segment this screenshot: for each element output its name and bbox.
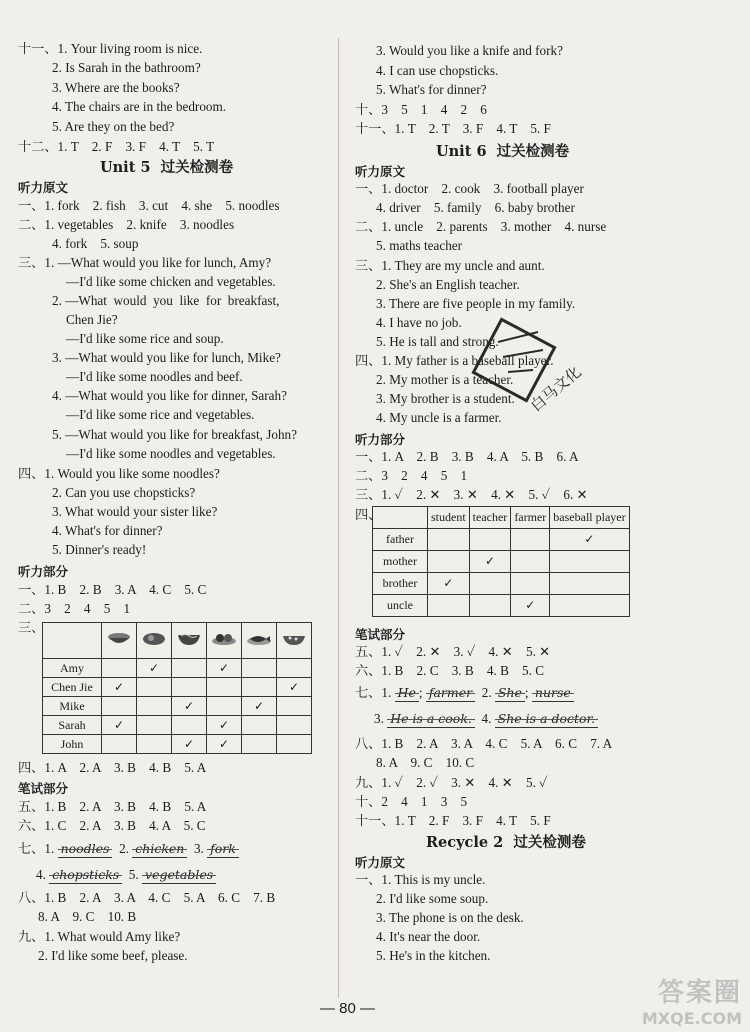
check-cell [469, 595, 511, 617]
check-cell [277, 659, 312, 678]
answer-line: —I'd like some noodles and beef. [66, 369, 243, 384]
answer-line: 4. It's near the door. [376, 929, 481, 944]
answer-line: 六、1. B 2. C 3. B 4. B 5. C [355, 663, 545, 678]
check-cell [102, 659, 137, 678]
handwriting-line: 七、1. noodles 2. chicken 3. fork [18, 840, 239, 858]
answer-line: 四、1. Would you like some noodles? [18, 466, 220, 481]
answer-line: 一、1. doctor 2. cook 3. football player [355, 181, 584, 196]
section-label: 听力部分 [355, 432, 406, 447]
answer-line: —I'd like some noodles and vegetables. [66, 446, 276, 461]
answer-line: 二、3 2 4 5 1 [18, 601, 131, 616]
handwritten-word: He [395, 684, 419, 702]
handwritten-word: chicken [132, 840, 187, 858]
answer-line: 4. fork 5. soup [52, 236, 139, 251]
check-cell [469, 573, 511, 595]
noodles-icon [176, 632, 202, 646]
check-cell [277, 735, 312, 754]
row-name: mother [373, 551, 428, 573]
handwriting-line: 4. chopsticks 5. vegetables [36, 866, 216, 884]
food-cell [242, 623, 277, 659]
answer-line: 8. A 9. C 10. C [376, 755, 475, 770]
table-row [373, 595, 630, 617]
answer-line: 5. —What would you like for breakfast, John? [52, 427, 298, 442]
check-cell [207, 678, 242, 697]
table-row [373, 573, 630, 595]
check-cell [242, 659, 277, 678]
row-name: Mike [43, 697, 102, 716]
table-row [43, 678, 312, 697]
check-cell [469, 529, 511, 551]
row-name: Amy [43, 659, 102, 678]
check-cell: ✓ [207, 659, 242, 678]
answer-line: 3. —What would you like for lunch, Mike? [52, 350, 281, 365]
svg-text:白马文化: 白马文化 [527, 362, 585, 416]
answer-line: 5. maths teacher [376, 238, 463, 253]
answer-line: 3. Would you like a knife and fork? [376, 43, 563, 58]
answer-line: 5. Dinner's ready! [52, 542, 147, 557]
column-header: baseball player [550, 507, 629, 529]
handwriting-line: 3. He is a cook. 4. She is a doctor. [374, 710, 598, 728]
answer-line: 四、1. My father is a baseball player. [355, 353, 554, 368]
answer-line: 3. Where are the books? [52, 80, 180, 95]
answer-line: 一、1. fork 2. fish 3. cut 4. she 5. noodles [18, 198, 280, 213]
check-cell [172, 716, 207, 735]
answer-line: 2. She's an English teacher. [376, 277, 520, 292]
answer-line: 三、1. —What would you like for lunch, Amy? [18, 255, 272, 270]
row-name: Chen Jie [43, 678, 102, 697]
check-cell [428, 595, 470, 617]
answer-line: 4. —What would you like for dinner, Sarah? [52, 388, 287, 403]
answer-line: 二、1. vegetables 2. knife 3. noodles [18, 217, 235, 232]
check-cell [550, 573, 629, 595]
table-row [43, 659, 312, 678]
rice-bowl-icon [106, 632, 132, 646]
check-cell [242, 678, 277, 697]
answer-line: 3. The phone is on the desk. [376, 910, 524, 925]
question-label: 七、1. [355, 685, 392, 700]
answer-line: 一、1. A 2. B 3. B 4. A 5. B 6. A [355, 449, 579, 464]
check-cell [137, 716, 172, 735]
check-cell [172, 678, 207, 697]
check-cell [550, 551, 629, 573]
food-cell [207, 623, 242, 659]
row-name: father [373, 529, 428, 551]
handwritten-word: farmer [426, 684, 475, 702]
question-label: 七、 [18, 841, 45, 856]
answer-line: 六、1. C 2. A 3. B 4. A 5. C [18, 818, 206, 833]
check-cell [277, 716, 312, 735]
check-cell: ✓ [172, 697, 207, 716]
vegetables-icon [211, 632, 237, 646]
answer-line: 一、1. B 2. B 3. A 4. C 5. C [18, 582, 207, 597]
check-cell [550, 595, 629, 617]
answer-line: 二、1. uncle 2. parents 3. mother 4. nurse [355, 219, 607, 234]
answer-line: 2. Can you use chopsticks? [52, 485, 196, 500]
check-cell: ✓ [428, 573, 470, 595]
page-number: — 80 — [320, 1000, 376, 1017]
answer-line: 十二、1. T 2. F 3. F 4. T 5. T [18, 139, 215, 154]
answer-line: 三、1. ✓ 2. ✕ 3. ✕ 4. ✕ 5. ✓ 6. ✕ [355, 487, 588, 502]
check-cell: ✓ [102, 678, 137, 697]
answer-line: 2. Is Sarah in the bathroom? [52, 60, 201, 75]
food-cell [172, 623, 207, 659]
handwritten-word: vegetables [142, 866, 216, 884]
watermark-url: MXQE.COM [641, 1009, 742, 1028]
handwritten-word: fork [207, 840, 239, 858]
watermark [642, 972, 742, 1028]
food-cell [102, 623, 137, 659]
answer-line: 4. I can use chopsticks. [376, 63, 499, 78]
section-label: 笔试部分 [18, 781, 69, 796]
answer-line: —I'd like some rice and vegetables. [66, 407, 255, 422]
check-cell [207, 697, 242, 716]
food-answer-table [42, 622, 312, 754]
answer-line: —I'd like some rice and soup. [66, 331, 224, 346]
answer-line: 2. —What would you like for breakfast, [52, 293, 280, 308]
check-cell [102, 735, 137, 754]
answer-line: 2. I'd like some soup. [376, 891, 489, 906]
answer-line: 4. The chairs are in the bedroom. [52, 99, 227, 114]
section-label: 听力部分 [18, 564, 69, 579]
answer-line: 8. A 9. C 10. B [38, 909, 137, 924]
check-cell [137, 678, 172, 697]
table-corner [43, 623, 102, 659]
row-name: John [43, 735, 102, 754]
handwritten-word: chopsticks [49, 866, 122, 884]
food-cell [277, 623, 312, 659]
row-name: Sarah [43, 716, 102, 735]
check-cell [102, 697, 137, 716]
check-cell: ✓ [102, 716, 137, 735]
answer-line: 三、1. They are my uncle and aunt. [355, 258, 545, 273]
answer-line: 4. What's for dinner? [52, 523, 163, 538]
answer-line: 5. Are they on the bed? [52, 119, 175, 134]
answer-line: 十、3 5 1 4 2 6 [355, 102, 487, 117]
answer-line: 五、1. ✓ 2. ✕ 3. ✓ 4. ✕ 5. ✕ [355, 644, 551, 659]
table-row [43, 697, 312, 716]
food-cell [137, 623, 172, 659]
answer-line: —I'd like some chicken and vegetables. [66, 274, 276, 289]
answer-line: 五、1. B 2. A 3. B 4. B 5. A [18, 799, 207, 814]
fish-icon [246, 632, 272, 646]
chicken-icon [141, 632, 167, 646]
answer-line: 5. He is tall and strong. [376, 334, 499, 349]
check-cell [428, 551, 470, 573]
answer-line: 4. driver 5. family 6. baby brother [376, 200, 575, 215]
answer-line: 八、1. B 2. A 3. A 4. C 5. A 6. C 7. B [18, 890, 276, 905]
row-name: brother [373, 573, 428, 595]
check-cell [428, 529, 470, 551]
answer-line: 十一、1. T 2. F 3. F 4. T 5. F [355, 813, 551, 828]
check-cell: ✓ [469, 551, 511, 573]
answer-line: 4. I have no job. [376, 315, 462, 330]
answer-line: 四、 [355, 507, 382, 522]
column-header: farmer [511, 507, 550, 529]
unit6-title: Unit 6 过关检测卷 [436, 143, 570, 160]
check-cell [511, 551, 550, 573]
column-divider [338, 38, 339, 998]
handwritten-word: nurse [532, 684, 574, 702]
check-cell: ✓ [137, 659, 172, 678]
column-header: teacher [469, 507, 511, 529]
answer-line: 三、 [18, 620, 45, 635]
answer-line: 十、2 4 1 3 5 [355, 794, 468, 809]
recycle2-title: Recycle 2 过关检测卷 [426, 834, 586, 851]
answer-line: 十一、1. Your living room is nice. [18, 41, 203, 56]
answer-line: 3. What would your sister like? [52, 504, 218, 519]
check-cell [137, 735, 172, 754]
answer-line: 十一、1. T 2. T 3. F 4. T 5. F [355, 121, 551, 136]
table-row [43, 735, 312, 754]
unit5-title: Unit 5 过关检测卷 [100, 159, 234, 176]
check-cell [511, 529, 550, 551]
check-cell: ✓ [511, 595, 550, 617]
answer-line: 3. There are five people in my family. [376, 296, 576, 311]
handwritten-sentence: She is a doctor. [495, 710, 598, 728]
column-header: student [428, 507, 470, 529]
table-row [373, 529, 630, 551]
handwriting-line: 七、1. He ; farmer 2. She ; nurse [355, 684, 574, 702]
check-cell: ✓ [207, 735, 242, 754]
answer-line: 5. What's for dinner? [376, 82, 487, 97]
check-cell: ✓ [207, 716, 242, 735]
soup-icon [281, 632, 307, 646]
answer-line: Chen Jie? [66, 312, 118, 327]
check-cell [172, 659, 207, 678]
answer-line: 一、1. This is my uncle. [355, 872, 486, 887]
answer-line: 二、3 2 4 5 1 [355, 468, 468, 483]
answer-line: 2. I'd like some beef, please. [38, 948, 188, 963]
job-answer-table [372, 506, 630, 617]
check-cell: ✓ [277, 678, 312, 697]
section-label: 听力原文 [355, 164, 406, 179]
check-cell [137, 697, 172, 716]
answer-line: 4. My uncle is a farmer. [376, 410, 502, 425]
check-cell [277, 697, 312, 716]
row-name: uncle [373, 595, 428, 617]
section-label: 听力原文 [18, 180, 69, 195]
table-row [43, 716, 312, 735]
section-label: 笔试部分 [355, 627, 406, 642]
handwritten-sentence: He is a cook. [387, 710, 475, 728]
check-cell [242, 716, 277, 735]
answer-line: 四、1. A 2. A 3. B 4. B 5. A [18, 760, 207, 775]
handwritten-word: She [495, 684, 525, 702]
answer-line: 3. My brother is a student. [376, 391, 515, 406]
check-cell: ✓ [550, 529, 629, 551]
handwritten-word: noodles [58, 840, 113, 858]
answer-line: 2. My mother is a teacher. [376, 372, 514, 387]
check-cell [242, 735, 277, 754]
answer-line: 九、1. ✓ 2. ✓ 3. ✕ 4. ✕ 5. ✓ [355, 775, 548, 790]
answer-line: 九、1. What would Amy like? [18, 929, 181, 944]
table-row [373, 551, 630, 573]
watermark-logo: 答案圈 [657, 978, 742, 1008]
check-cell [511, 573, 550, 595]
check-cell: ✓ [172, 735, 207, 754]
check-cell: ✓ [242, 697, 277, 716]
answer-line: 八、1. B 2. A 3. A 4. C 5. A 6. C 7. A [355, 736, 613, 751]
table-corner [373, 507, 428, 529]
answer-line: 5. He's in the kitchen. [376, 948, 491, 963]
section-label: 听力原文 [355, 855, 406, 870]
seal-stamp [478, 312, 585, 422]
